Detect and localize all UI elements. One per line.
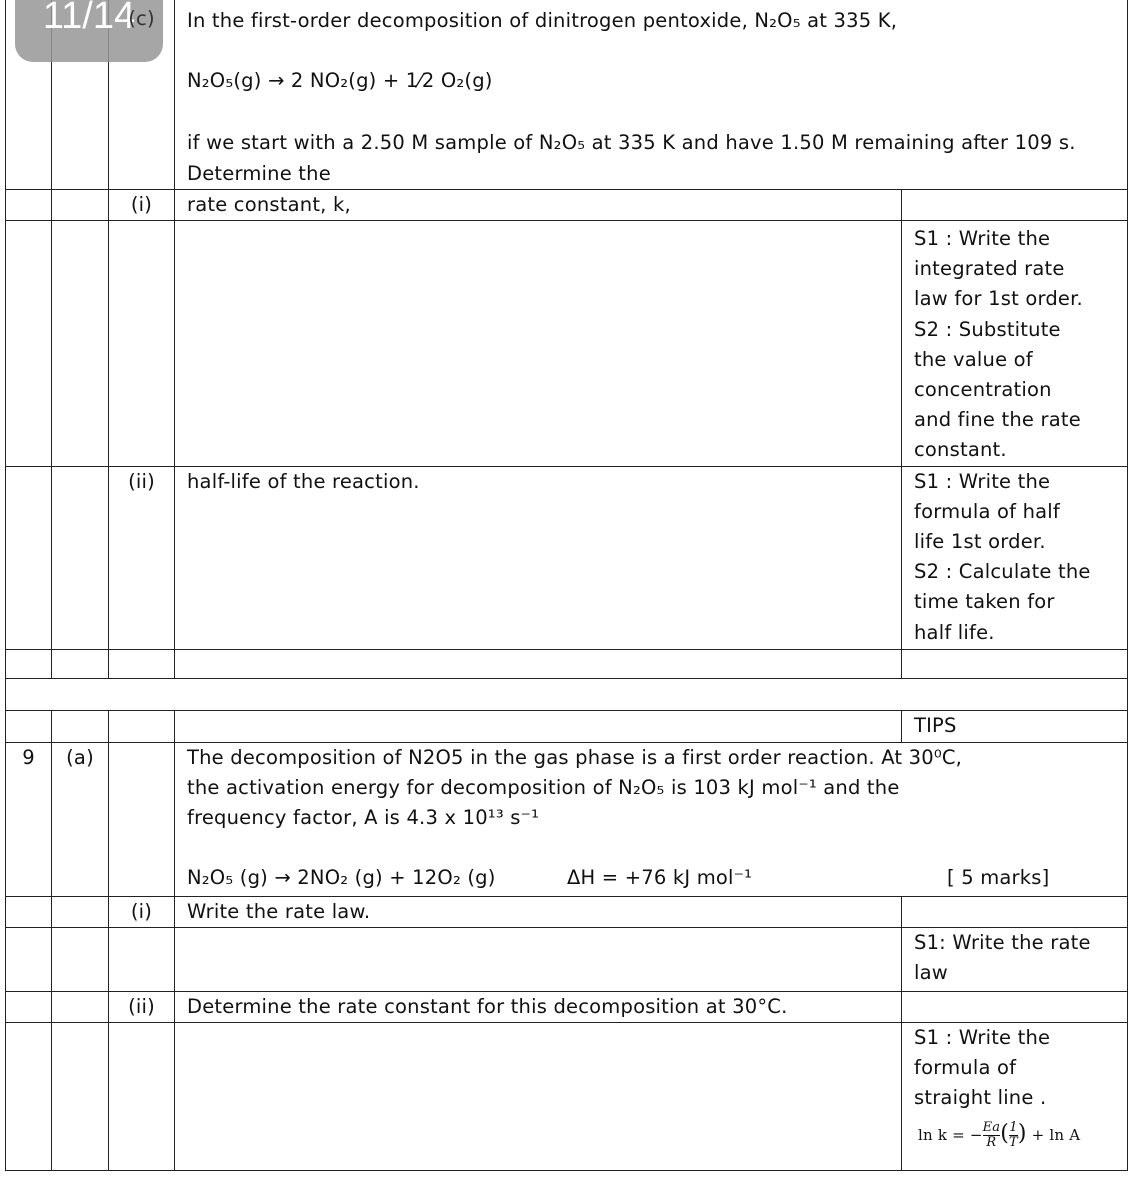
tip-9a-ii: S1 : Write the formula of straight line . ln k = − $\frac{Ea}{R}$ ( $\frac{1}{T}$ ) + ln A <box>902 1023 1128 1171</box>
question-c-i-text: rate constant, k, <box>175 189 902 220</box>
question-c-text <box>175 0 1128 189</box>
part-label-a: (a) <box>52 742 109 896</box>
question-9a-text: The decomposition of N2O5 in the gas phase is a first order reaction. At 30⁰C, the activation energy for decomposition of N₂O₅ is 103 kJ mol⁻¹ and the frequency factor, A is 4.3 x 10¹³ s⁻¹ N₂O₅ (g) → 2NO₂ (g) + 12O₂ (g) ΔH = +76 kJ mol⁻¹ [ 5 marks] <box>175 742 1128 896</box>
marks: [ 5 marks] <box>947 866 1050 890</box>
question-9a-ii-text: Determine the rate constant for this decomposition at 30°C. <box>175 991 902 1022</box>
enthalpy: ΔH = +76 kJ mol⁻¹ <box>567 866 753 890</box>
answer-space[interactable] <box>175 927 902 991</box>
tip-c-ii: S1 : Write the formula of half life 1st order. S2 : Calculate the time taken for half life. <box>902 466 1128 649</box>
question-9a-i-text: Write the rate law. <box>175 896 902 927</box>
formula: ln k = − $\frac{Ea}{R}$ ( $\frac{1}{T}$ ) + ln A <box>918 1120 1081 1151</box>
part-label-ii: (ii) <box>109 466 175 649</box>
question-number: 9 <box>6 742 52 896</box>
tip-c-i: S1 : Write the integrated rate law for 1st order. S2 : Substitute the value of concentration and fine the rate constant. <box>902 221 1128 467</box>
tip-9a-i: S1: Write the rate law <box>902 927 1128 991</box>
question-9a-equation: N₂O₅ (g) → 2NO₂ (g) + 12O₂ (g) <box>187 866 496 890</box>
part-label-ii: (ii) <box>109 991 175 1022</box>
page-counter-badge: 11/14 <box>15 0 163 62</box>
part-label-i: (i) <box>109 896 175 927</box>
answer-space[interactable] <box>175 1023 902 1171</box>
question-table <box>5 0 1128 1171</box>
question-c-ii-text: half-life of the reaction. <box>175 466 902 649</box>
question-c-conditions: if we start with a 2.50 M sample of N₂O₅ at 335 K and have 1.50 M remaining after 109 s. Determine the <box>187 131 1076 185</box>
question-c-intro: In the first-order decomposition of dinitrogen pentoxide, N₂O₅ at 335 K, <box>187 9 898 32</box>
answer-space[interactable] <box>175 221 902 467</box>
part-label-c: (c) <box>128 7 155 30</box>
part-label-i: (i) <box>109 189 175 220</box>
tips-header: TIPS <box>902 710 1128 742</box>
question-c-equation: N₂O₅(g) → 2 NO₂(g) + 1⁄2 O₂(g) <box>187 69 493 93</box>
